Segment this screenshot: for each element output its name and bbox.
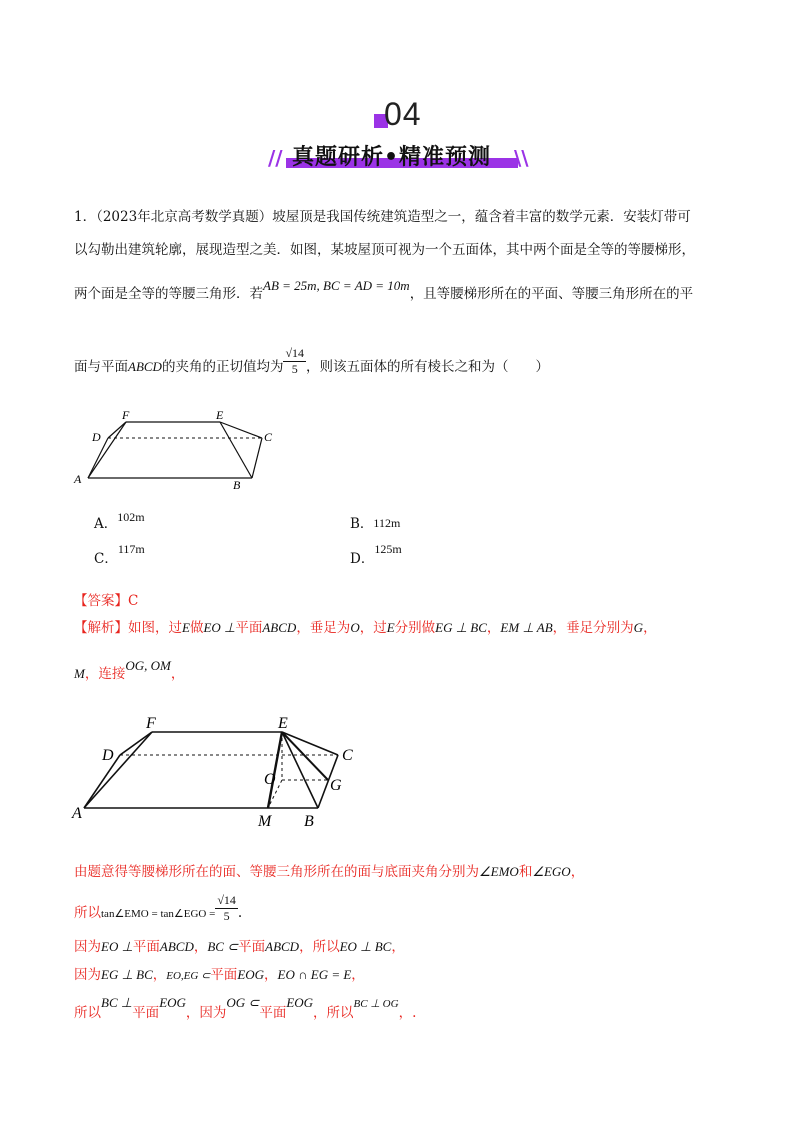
solution-math: BC ⊂ — [207, 939, 239, 954]
solution-text: ， — [570, 864, 585, 880]
analysis-text: 如图，过 — [128, 620, 182, 636]
solution-text: 平面 — [259, 1005, 287, 1021]
solution-line-4 — [74, 965, 365, 986]
analysis-label: 【解析】 — [74, 620, 128, 636]
question-text: 的夹角的正切值均为 — [161, 359, 284, 375]
vertex-label: D — [92, 430, 101, 444]
vertex-label: E — [278, 715, 288, 732]
solution-text: 平面 — [132, 1005, 160, 1021]
question-text: ，则该五面体的所有棱长之和为（ ） — [306, 359, 550, 375]
analysis-text: ，垂足为 — [296, 620, 351, 636]
option-a[interactable] — [94, 510, 145, 534]
analysis-line-1 — [74, 618, 657, 638]
analysis-math: G — [633, 620, 644, 635]
analysis-math: EG ⊥ BC — [435, 620, 487, 635]
solution-math: ∠EMO — [479, 864, 519, 879]
solution-math: EO ⊥ BC — [339, 939, 392, 954]
question-math: ABCD — [128, 359, 162, 374]
option-letter: C． — [94, 551, 118, 567]
analysis-math: E — [386, 620, 395, 635]
vertex-label: F — [122, 408, 130, 422]
question-text: 面与平面 — [74, 359, 128, 375]
solution-line-3 — [74, 937, 405, 957]
fraction — [283, 346, 306, 377]
figure-1-pentahedron — [70, 404, 290, 496]
solution-text: ，所以 — [313, 1005, 354, 1021]
option-value: 125m — [374, 542, 402, 556]
solution-text: ， — [152, 967, 167, 983]
solution-math: tan∠EMO = tan∠EGO = — [101, 908, 216, 920]
question-text: 两个面是全等的等腰三角形．若 — [74, 286, 263, 302]
question-line-4 — [74, 346, 550, 383]
solution-math: EO ∩ EG = E — [277, 967, 352, 982]
option-letter: B． — [350, 516, 374, 532]
solution-math: ABCD — [265, 939, 300, 954]
analysis-line-2 — [74, 658, 185, 684]
solution-text: 由题意得等腰梯形所在的面、等腰三角形所在的面与底面夹角分别为 — [74, 864, 479, 880]
solution-math: ∠EGO — [532, 864, 571, 879]
solution-text: ，. — [398, 1005, 417, 1021]
question-line-2: 以勾勒出建筑轮廓，展现造型之美．如图，某坡屋顶可视为一个五面体，其中两个面是全等的等腰梯形， — [74, 242, 695, 258]
solution-math: EO ⊥ — [101, 939, 133, 954]
solution-math: BC ⊥ OG — [353, 998, 399, 1010]
analysis-math: ABCD — [262, 620, 297, 635]
analysis-text: ， — [643, 620, 657, 636]
vertex-label: A — [72, 805, 82, 822]
option-c[interactable] — [94, 542, 145, 569]
solution-line-1 — [74, 862, 584, 882]
solution-text: 因为 — [74, 939, 101, 955]
analysis-math: EM ⊥ AB — [500, 620, 553, 635]
question-text: ，且等腰梯形所在的平面、等腰三角形所在的平 — [409, 286, 694, 302]
header-title: 真题研析•精准预测 — [292, 145, 492, 170]
vertex-label: D — [102, 747, 114, 764]
solution-text: ，所以 — [299, 939, 340, 955]
analysis-text: 分别做 — [394, 620, 436, 636]
solution-line-2 — [74, 893, 243, 929]
option-value: 102m — [117, 510, 145, 524]
vertex-label: G — [330, 777, 342, 794]
solution-text: 平面 — [132, 939, 160, 955]
vertex-label: C — [342, 747, 353, 764]
option-b[interactable] — [350, 514, 400, 534]
fraction-numerator: √14 — [217, 893, 236, 907]
analysis-text: ， — [486, 620, 501, 636]
figure-2-auxiliary-lines — [70, 706, 370, 836]
solution-line-5 — [74, 995, 417, 1024]
option-letter: A． — [94, 516, 118, 532]
analysis-text: ，连接 — [84, 666, 126, 682]
analysis-text: ， — [170, 666, 185, 682]
solution-math: BC ⊥ — [101, 995, 133, 1010]
solution-math: OG ⊂ — [226, 995, 260, 1010]
analysis-text: ，过 — [359, 620, 387, 636]
solution-text: 因为 — [74, 967, 101, 983]
option-letter: D． — [350, 551, 375, 567]
solution-math: EOG — [237, 967, 265, 982]
vertex-label: B — [233, 478, 241, 492]
solution-text: 平面 — [238, 939, 266, 955]
solution-math: EOG — [159, 995, 186, 1010]
answer-line — [74, 591, 138, 611]
solution-text: ， — [351, 967, 365, 983]
answer-value: C — [128, 593, 139, 609]
option-value: 112m — [373, 516, 401, 530]
left-slash-decoration: // — [268, 146, 283, 170]
analysis-text: 做 — [189, 620, 204, 636]
question-math: AB = 25m, BC = AD = 10m — [263, 278, 410, 293]
solution-text: ， — [193, 939, 208, 955]
question-line-3 — [74, 278, 694, 304]
option-d[interactable] — [350, 542, 402, 569]
option-value: 117m — [117, 542, 145, 556]
fraction — [215, 893, 238, 924]
solution-text: 所以 — [74, 905, 101, 921]
solution-text: ， — [264, 967, 278, 983]
solution-math: EOG — [286, 995, 314, 1010]
analysis-text: ，垂足分别为 — [552, 620, 634, 636]
solution-math: EG ⊥ BC — [101, 967, 153, 982]
analysis-math: M — [74, 666, 85, 681]
vertex-label: E — [216, 408, 224, 422]
solution-text: 和 — [518, 864, 533, 880]
answer-label: 【答案】 — [74, 593, 128, 609]
fraction-denominator: 5 — [291, 362, 298, 376]
analysis-text: 平面 — [235, 620, 263, 636]
solution-text: 所以 — [74, 1005, 101, 1021]
solution-math: ABCD — [159, 939, 194, 954]
vertex-label: F — [146, 715, 156, 732]
vertex-label: O — [264, 771, 276, 788]
vertex-label: B — [304, 813, 314, 830]
header-number: 04 — [384, 96, 422, 132]
right-slash-decoration: \\ — [514, 146, 529, 170]
solution-math: EO,EG ⊂ — [166, 970, 211, 982]
analysis-math: O — [350, 620, 360, 635]
analysis-math: EO ⊥ — [203, 620, 236, 635]
solution-text: 平面 — [210, 967, 238, 983]
vertex-label: A — [74, 472, 82, 486]
solution-text: ， — [391, 939, 405, 955]
fraction-numerator: √14 — [285, 346, 305, 360]
analysis-math: OG, OM — [125, 658, 171, 673]
solution-text: . — [237, 905, 243, 921]
vertex-label: M — [258, 813, 272, 830]
analysis-math: E — [182, 620, 190, 635]
vertex-label: C — [264, 430, 273, 444]
solution-text: ，因为 — [185, 1005, 227, 1021]
question-line-1: 1．（2023年北京高考数学真题）坡屋顶是我国传统建筑造型之一，蕴含着丰富的数学元素．安装灯带可 — [74, 209, 691, 225]
fraction-denominator: 5 — [223, 909, 230, 923]
